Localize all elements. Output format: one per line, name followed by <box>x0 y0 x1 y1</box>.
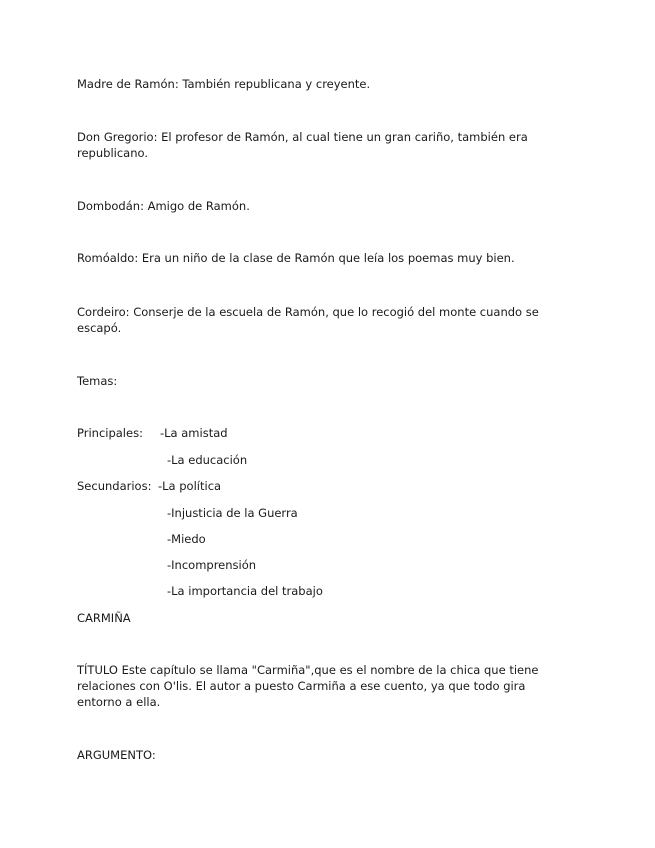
character-romoaldo: Romóaldo: Era un niño de la clase de Ramón que leía los poemas muy bien. <box>77 251 515 265</box>
tema-secundario-item: -La importancia del trabajo <box>167 584 323 598</box>
tema-secundario-item: -Miedo <box>167 532 206 546</box>
principales-row <box>77 425 557 441</box>
titulo-paragraph: TÍTULO Este capítulo se llama "Carmiña",que es el nombre de la chica que tiene relaciones con O'lis. El autor a puesto Carmiña a ese cuento, ya que todo gira entorno a ella. <box>77 663 539 709</box>
tema-secundario-item: -Injusticia de la Guerra <box>167 506 298 520</box>
character-cordeiro: Cordeiro: Conserje de la escuela de Ramón, que lo recogió del monte cuando se escapó. <box>77 305 539 335</box>
tema-secundario-item: -La política <box>158 479 222 493</box>
secundarios-label: Secundarios: <box>77 479 152 493</box>
character-madre-de-ramon: Madre de Ramón: También republicana y creyente. <box>77 77 371 91</box>
tema-principal-item: -La educación <box>167 453 248 467</box>
temas-heading: Temas: <box>77 374 118 388</box>
tema-secundario-item: -Incomprensión <box>167 558 257 572</box>
secundarios-row <box>77 478 557 494</box>
character-don-gregorio: Don Gregorio: El profesor de Ramón, al cual tiene un gran cariño, también era republicano. <box>77 130 528 160</box>
character-dombodan: Dombodán: Amigo de Ramón. <box>77 199 250 213</box>
argumento-heading: ARGUMENTO: <box>77 748 156 762</box>
tema-principal-item: -La amistad <box>160 426 228 440</box>
principales-label: Principales: <box>77 426 143 440</box>
section-title: CARMIÑA <box>77 611 131 625</box>
